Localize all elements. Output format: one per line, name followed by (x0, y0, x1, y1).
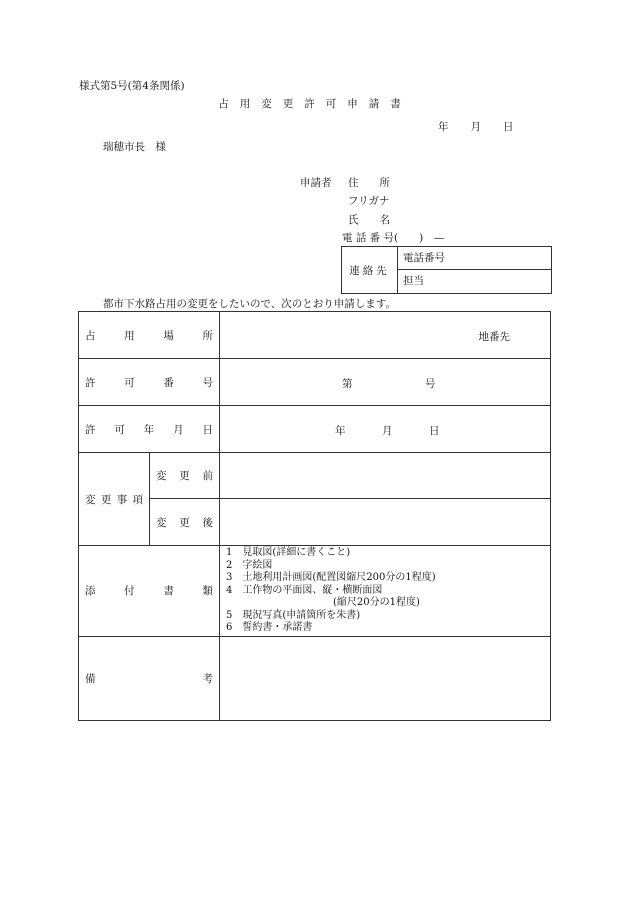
label-before: 変 更 前 (156, 470, 213, 482)
date-line (438, 119, 536, 134)
row-permit-number (79, 359, 551, 406)
applicant-name: 氏 名 (348, 214, 390, 226)
applicant-furigana: フリガナ (348, 195, 390, 207)
row-attachments (79, 546, 551, 637)
contact-label: 連絡先 (342, 247, 398, 293)
form-number: 様式第5号(第4条関係) (79, 80, 185, 92)
attachment-item: 4 工作物の平面図、縦・横断面図 (226, 584, 383, 596)
attachment-item: 5 現況写真(申請箇所を朱書) (226, 609, 361, 621)
row-remarks (79, 636, 551, 720)
row-location (79, 312, 551, 359)
label-location: 占 用 場 所 (85, 329, 213, 342)
value-permit-date[interactable]: 年 月 日 (220, 406, 551, 453)
intro-text: 都市下水路占用の変更をしたいので、次のとおり申請します。 (103, 298, 396, 310)
attachment-item-note: (縮尺20分の1程度) (333, 597, 420, 608)
applicant-block (300, 175, 445, 244)
applicant-address: 住 所 (348, 177, 390, 189)
application-table (78, 311, 551, 721)
label-attachments: 添 付 書 類 (85, 585, 213, 598)
attachment-item: 2 字絵図 (226, 559, 273, 571)
label-change-items: 変 更 事 項 (85, 493, 143, 506)
row-change-after (79, 499, 551, 546)
contact-person: 担当 (403, 275, 424, 287)
attachment-item: 6 誓約書・承諾書 (226, 622, 313, 633)
document-title: 占用変更許可申請書 (218, 98, 412, 110)
contact-box (341, 246, 552, 294)
date-year: 年 (438, 121, 449, 133)
contact-phone: 電話番号 (398, 247, 551, 270)
label-permit-number: 許 可 番 号 (85, 376, 213, 389)
value-location[interactable] (220, 312, 551, 359)
value-permit-number[interactable]: 第 号 (220, 359, 551, 406)
attachments-list (220, 546, 551, 637)
addressee: 瑞穂市長 様 (103, 141, 166, 153)
value-after[interactable] (220, 499, 551, 546)
applicant-phone: 電 話 番 号( ) — (342, 232, 445, 244)
value-before[interactable] (220, 453, 551, 499)
location-suffix: 地番先 (478, 331, 510, 343)
date-month: 月 (470, 121, 481, 133)
attachment-item: 1 見取図(詳細に書くこと) (226, 547, 351, 558)
row-change-before (79, 453, 551, 499)
attachment-item: 3 土地利用計画図(配置図縮尺200分の1程度) (226, 572, 436, 583)
value-remarks[interactable] (220, 636, 551, 720)
label-remarks: 備 考 (85, 672, 213, 685)
row-permit-date (79, 406, 551, 453)
date-day: 日 (503, 121, 514, 133)
label-after: 変 更 後 (156, 516, 213, 529)
applicant-label: 申請者 (300, 177, 332, 189)
label-permit-date: 許 可 年 月 日 (85, 423, 213, 436)
